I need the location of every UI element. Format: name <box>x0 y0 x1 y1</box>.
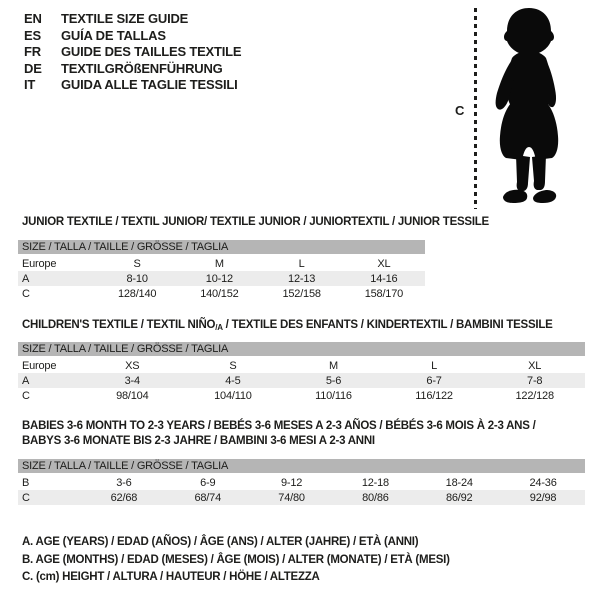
cell: 6-7 <box>384 373 485 388</box>
cell: 92/98 <box>501 490 585 505</box>
cell: 152/158 <box>282 287 321 300</box>
row-label: Europe <box>22 359 57 372</box>
title-line: BABYS 3-6 MONATE BIS 2-3 JAHRE / BAMBINI 3-6 MESI A 2-3 ANNI <box>22 435 375 447</box>
row-label: C <box>22 287 30 300</box>
table-row <box>18 490 585 505</box>
size-header: SIZE / TALLA / TAILLE / GRÖSSE / TAGLIA <box>18 342 585 357</box>
row-label: A <box>18 373 82 388</box>
size-header-row <box>18 342 585 357</box>
size-header-row <box>18 240 425 255</box>
title-text: CHILDREN'S TEXTILE / TEXTIL NIÑO <box>22 319 216 331</box>
cell: 74/80 <box>250 490 334 505</box>
cell: L <box>298 257 305 270</box>
list-item <box>24 61 241 78</box>
cell: 158/170 <box>364 287 404 300</box>
row-label: C <box>22 389 30 402</box>
table-row <box>18 286 425 301</box>
row-label: B <box>22 476 30 489</box>
cell: XL <box>377 257 391 270</box>
footnote-height-cm: C. (cm) HEIGHT / ALTURA / HAUTEUR / HÖHE / ALTEZZA <box>22 571 320 583</box>
table-row <box>18 373 585 388</box>
language-code: ES <box>24 27 41 43</box>
cell: 8-10 <box>96 271 178 286</box>
children-size-table <box>18 342 585 403</box>
cell: S <box>133 257 141 270</box>
table-row <box>18 255 425 271</box>
table-row <box>18 357 585 373</box>
list-item <box>24 28 241 45</box>
language-label: TEXTILGRÖßENFÜHRUNG <box>61 60 223 76</box>
cell: 98/104 <box>116 389 149 402</box>
cell: 122/128 <box>515 389 554 402</box>
row-label: A <box>18 271 96 286</box>
list-item <box>24 77 241 94</box>
language-label: TEXTILE SIZE GUIDE <box>61 11 189 26</box>
junior-size-table <box>18 240 425 301</box>
language-code: FR <box>24 44 41 59</box>
cell: 80/86 <box>333 490 417 505</box>
height-label: C <box>455 103 465 118</box>
cell: 3-6 <box>116 476 132 489</box>
cell: 3-4 <box>82 373 183 388</box>
language-label: GUÍA DE TALLAS <box>61 27 166 43</box>
list-item <box>24 44 241 61</box>
cell: L <box>431 359 438 372</box>
cell: 5-6 <box>283 373 384 388</box>
cell: S <box>229 359 237 372</box>
cell: 116/122 <box>415 389 453 402</box>
cell: 68/74 <box>166 490 250 505</box>
cell: M <box>329 359 338 372</box>
cell: 18-24 <box>445 476 473 489</box>
babies-section-title <box>22 419 536 449</box>
footnotes <box>22 534 450 587</box>
language-label: GUIDA ALLE TAGLIE TESSILI <box>61 77 238 92</box>
cell: 10-12 <box>178 271 260 286</box>
cell: 6-9 <box>200 476 216 489</box>
title-line: BABIES 3-6 MONTH TO 2-3 YEARS / BEBÉS 3-6 MESES A 2-3 AÑOS / BÉBÉS 3-6 MOIS À 2-3 ANS / <box>22 420 536 432</box>
junior-section-title: JUNIOR TEXTILE / TEXTIL JUNIOR/ TEXTILE JUNIOR / JUNIORTEXTIL / JUNIOR TESSILE <box>22 216 489 228</box>
size-header: SIZE / TALLA / TAILLE / GRÖSSE / TAGLIA <box>18 240 425 255</box>
cell: 86/92 <box>417 490 501 505</box>
cell: M <box>214 257 224 270</box>
baby-silhouette-icon <box>481 7 577 207</box>
size-header: SIZE / TALLA / TAILLE / GRÖSSE / TAGLIA <box>18 459 585 474</box>
cell: 14-16 <box>343 271 425 286</box>
size-header-row <box>18 459 585 474</box>
height-measure-line <box>474 8 477 209</box>
children-section-title <box>22 319 553 332</box>
table-row <box>18 271 425 286</box>
cell: XL <box>528 359 542 372</box>
cell: 104/110 <box>214 389 252 402</box>
cell: 62/68 <box>82 490 166 505</box>
cell: 12-13 <box>261 271 343 286</box>
language-list <box>24 11 241 94</box>
cell: 110/116 <box>315 389 352 402</box>
cell: 24-36 <box>529 476 557 489</box>
row-label: C <box>18 490 82 505</box>
list-item <box>24 11 241 28</box>
table-row <box>18 474 585 490</box>
language-code: DE <box>24 60 42 76</box>
title-text: / TEXTILE DES ENFANTS / KINDERTEXTIL / BAMBINI TESSILE <box>222 319 553 331</box>
title-subscript: /A <box>215 323 223 332</box>
cell: 4-5 <box>183 373 284 388</box>
cell: 9-12 <box>280 476 303 489</box>
footnote-age-years: A. AGE (YEARS) / EDAD (AÑOS) / ÂGE (ANS) / ALTER (JAHRE) / ETÀ (ANNI) <box>22 536 419 548</box>
footnote-age-months: B. AGE (MONTHS) / EDAD (MESES) / ÂGE (MOIS) / ALTER (MONATE) / ETÀ (MESI) <box>22 553 450 566</box>
cell: 128/140 <box>117 287 157 300</box>
language-code: EN <box>24 11 42 26</box>
cell: 12-18 <box>361 476 389 489</box>
cell: 7-8 <box>484 373 585 388</box>
language-code: IT <box>24 77 36 92</box>
cell: XS <box>125 359 140 372</box>
language-label: GUIDE DES TAILLES TEXTILE <box>61 44 242 59</box>
babies-size-table <box>18 459 585 505</box>
table-row <box>18 388 585 403</box>
cell: 140/152 <box>200 287 239 300</box>
row-label: Europe <box>22 257 57 270</box>
